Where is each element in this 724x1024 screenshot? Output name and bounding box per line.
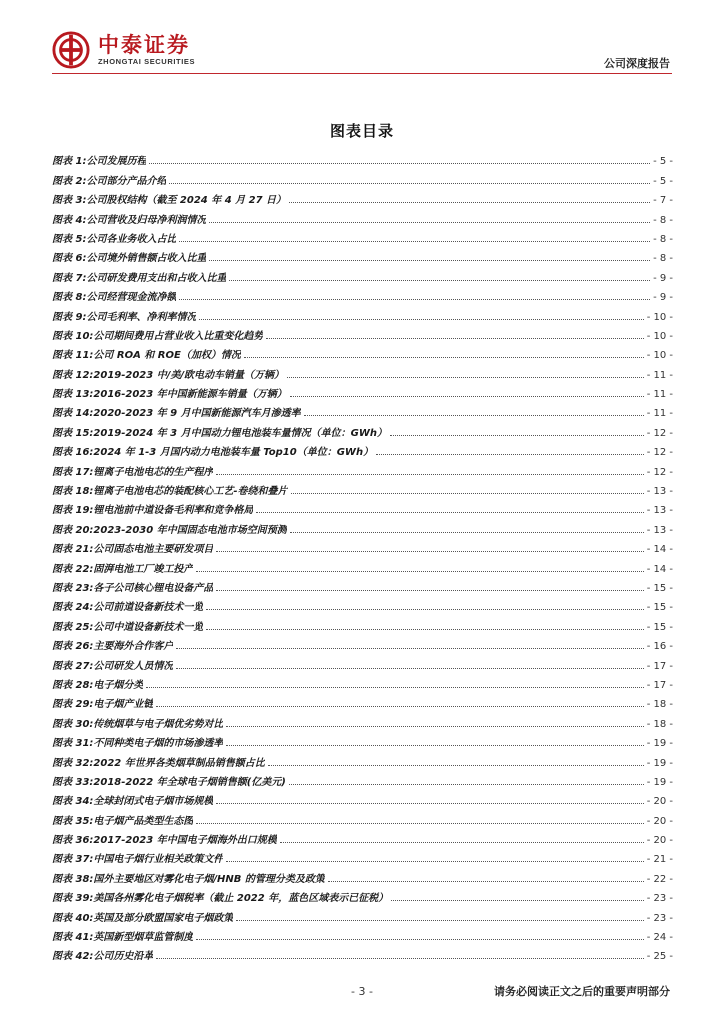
toc-entry-page: - 9 - bbox=[653, 272, 673, 284]
toc-entry-label: 图表 38: bbox=[52, 873, 94, 885]
toc-entry-text: 公司发展历程 bbox=[86, 156, 147, 168]
toc-entry-label: 图表 3: bbox=[52, 195, 87, 207]
toc-entry-text: 2017-2023 年中国电子烟海外出口规模 bbox=[93, 835, 277, 847]
toc-leader-dots bbox=[390, 435, 644, 436]
toc-leader-dots bbox=[179, 241, 650, 242]
toc-entry-label: 图表 41: bbox=[52, 932, 94, 944]
toc-leader-dots bbox=[244, 357, 644, 358]
toc-entry-page: - 23 - bbox=[646, 893, 673, 905]
toc-entry-text: 电子烟分类 bbox=[93, 679, 144, 691]
toc-entry-text: 英国新型烟草监管制度 bbox=[93, 932, 194, 944]
toc-entry-label: 图表 42: bbox=[52, 951, 94, 963]
toc-entry-text: 2019-2023 中/美/欧电动车销量（万辆） bbox=[93, 369, 285, 381]
toc-leader-dots bbox=[199, 319, 643, 320]
toc-entry-page: - 15 - bbox=[646, 602, 673, 614]
toc-entry-page: - 10 - bbox=[646, 330, 673, 342]
toc-entry[interactable] bbox=[52, 730, 673, 749]
toc-entry-label: 图表 15: bbox=[52, 427, 94, 439]
toc-entry[interactable] bbox=[52, 613, 673, 632]
toc-entry-text: 英国及部分欧盟国家电子烟政策 bbox=[93, 912, 234, 924]
toc-entry-page: - 8 - bbox=[653, 253, 673, 265]
toc-entry-text: 公司境外销售额占收入比重 bbox=[86, 253, 207, 265]
brand-name-en: ZHONGTAI SECURITIES bbox=[98, 57, 196, 66]
toc-entry-page: - 10 - bbox=[646, 311, 673, 323]
toc-entry-label: 图表 22: bbox=[52, 563, 94, 575]
toc-leader-dots bbox=[176, 648, 643, 649]
toc-entry[interactable] bbox=[52, 342, 673, 361]
toc-title: 图表目录 bbox=[329, 122, 394, 140]
toc-entry-page: - 13 - bbox=[646, 486, 673, 498]
toc-entry-text: 2018-2022 年全球电子烟销售额(亿美元) bbox=[93, 776, 286, 788]
page-number: - 3 - bbox=[351, 985, 373, 998]
toc-entry-text: 固湃电池工厂竣工投产 bbox=[93, 563, 194, 575]
toc-entry-text: 锂电池前中道设备毛利率和竞争格局 bbox=[93, 505, 254, 517]
toc-entry[interactable] bbox=[52, 226, 673, 245]
zhongtai-logo-icon bbox=[52, 31, 90, 69]
toc-entry[interactable] bbox=[52, 497, 673, 516]
toc-leader-dots bbox=[216, 590, 643, 591]
toc-entry-page: - 23 - bbox=[646, 912, 673, 924]
toc-entry-label: 图表 6: bbox=[52, 253, 87, 265]
toc-entry-page: - 14 - bbox=[646, 544, 673, 556]
toc-leader-dots bbox=[287, 377, 644, 378]
toc-leader-dots bbox=[176, 668, 643, 669]
toc-entry-page: - 13 - bbox=[646, 505, 673, 517]
brand-name-cn: 中泰证券 bbox=[98, 33, 190, 57]
toc-entry-label: 图表 13: bbox=[52, 389, 94, 401]
toc-leader-dots bbox=[196, 939, 643, 940]
toc-entry-label: 图表 7: bbox=[52, 272, 87, 284]
toc-leader-dots bbox=[289, 784, 644, 785]
toc-entry-label: 图表 28: bbox=[52, 679, 94, 691]
toc-leader-dots bbox=[216, 551, 643, 552]
toc-entry-text: 2020-2023 年 9 月中国新能源汽车月渗透率 bbox=[93, 408, 301, 420]
toc-entry[interactable] bbox=[52, 691, 673, 710]
toc-entry[interactable] bbox=[52, 633, 673, 652]
toc-entry-text: 电子烟产品类型生态图 bbox=[93, 815, 194, 827]
toc-entry[interactable] bbox=[52, 885, 673, 904]
toc-entry-text: 2024 年 1-3 月国内动力电池装车量 Top10（单位：GWh） bbox=[93, 447, 374, 459]
toc-leader-dots bbox=[391, 900, 643, 901]
toc-entry-text: 公司研发人员情况 bbox=[93, 660, 174, 672]
toc-entry[interactable] bbox=[52, 943, 673, 962]
toc-entry[interactable] bbox=[52, 769, 673, 788]
toc-entry-page: - 8 - bbox=[653, 214, 673, 226]
toc-entry-text: 公司各业务收入占比 bbox=[86, 233, 177, 245]
toc-entry[interactable] bbox=[52, 516, 673, 535]
toc-entry-label: 图表 9: bbox=[52, 311, 87, 323]
toc-leader-dots bbox=[169, 183, 650, 184]
toc-entry-text: 2019-2024 年 3 月中国动力锂电池装车量情况（单位：GWh） bbox=[93, 427, 387, 439]
toc-entry-label: 图表 34: bbox=[52, 796, 94, 808]
toc-entry-label: 图表 21: bbox=[52, 544, 94, 556]
toc-entry-text: 不同种类电子烟的市场渗透率 bbox=[93, 738, 224, 750]
toc-leader-dots bbox=[376, 454, 644, 455]
toc-entry[interactable] bbox=[52, 594, 673, 613]
toc-entry-label: 图表 30: bbox=[52, 718, 94, 730]
toc-entry-label: 图表 29: bbox=[52, 699, 94, 711]
toc-entry[interactable] bbox=[52, 672, 673, 691]
toc-entry[interactable] bbox=[52, 148, 673, 167]
toc-entry[interactable] bbox=[52, 400, 673, 419]
toc-leader-dots bbox=[209, 260, 650, 261]
toc-entry-text: 公司经营现金流净额 bbox=[86, 292, 177, 304]
toc-entry-text: 公司中道设备新技术一览 bbox=[93, 621, 204, 633]
toc-entry-text: 锂离子电池电芯的装配核心工艺-卷绕和叠片 bbox=[93, 486, 288, 498]
toc-entry-page: - 19 - bbox=[646, 776, 673, 788]
toc-entry[interactable] bbox=[52, 458, 673, 477]
toc-entry[interactable] bbox=[52, 846, 673, 865]
toc-leader-dots bbox=[226, 726, 643, 727]
toc-entry[interactable] bbox=[52, 536, 673, 555]
toc-entry-page: - 24 - bbox=[646, 932, 673, 944]
toc-leader-dots bbox=[196, 571, 643, 572]
toc-entry[interactable] bbox=[52, 167, 673, 186]
toc-entry[interactable] bbox=[52, 419, 673, 438]
toc-entry-text: 全球封闭式电子烟市场规模 bbox=[93, 796, 214, 808]
toc-leader-dots bbox=[149, 163, 650, 164]
toc-leader-dots bbox=[206, 609, 643, 610]
toc-leader-dots bbox=[289, 202, 650, 203]
toc-entry-label: 图表 37: bbox=[52, 854, 94, 866]
toc-entry-label: 图表 17: bbox=[52, 466, 94, 478]
toc-entry-label: 图表 40: bbox=[52, 912, 94, 924]
toc-entry-page: - 7 - bbox=[653, 195, 673, 207]
toc-entry-page: - 10 - bbox=[646, 350, 673, 362]
toc-entry-page: - 15 - bbox=[646, 621, 673, 633]
toc-entry-label: 图表 31: bbox=[52, 738, 94, 750]
toc-entry-text: 2022 年世界各类烟草制品销售额占比 bbox=[93, 757, 265, 769]
toc-entry-text: 公司 ROA 和 ROE（加权）情况 bbox=[93, 350, 241, 362]
toc-leader-dots bbox=[236, 920, 643, 921]
toc-entry-text: 公司期间费用占营业收入比重变化趋势 bbox=[93, 330, 264, 342]
toc-entry[interactable] bbox=[52, 361, 673, 380]
toc-entry-text: 公司历史沿革 bbox=[93, 951, 154, 963]
toc-entry-page: - 22 - bbox=[646, 873, 673, 885]
toc-leader-dots bbox=[266, 338, 643, 339]
toc-entry-page: - 11 - bbox=[646, 369, 673, 381]
toc-entry[interactable] bbox=[52, 478, 673, 497]
toc-leader-dots bbox=[156, 958, 643, 959]
document-type: 公司深度报告 bbox=[604, 57, 670, 70]
toc-leader-dots bbox=[256, 512, 643, 513]
toc-entry-label: 图表 12: bbox=[52, 369, 94, 381]
toc-leader-dots bbox=[268, 765, 644, 766]
toc-entry-text: 2016-2023 年中国新能源车销量（万辆） bbox=[93, 389, 287, 401]
toc-leader-dots bbox=[156, 706, 643, 707]
toc-entry-text: 锂离子电池电芯的生产程序 bbox=[93, 466, 214, 478]
toc-entry-label: 图表 1: bbox=[52, 156, 87, 168]
toc-leader-dots bbox=[226, 861, 643, 862]
toc-entry-page: - 19 - bbox=[646, 757, 673, 769]
toc-entry-label: 图表 32: bbox=[52, 757, 94, 769]
toc-entry-page: - 16 - bbox=[646, 641, 673, 653]
toc-leader-dots bbox=[291, 493, 644, 494]
toc-list bbox=[52, 148, 673, 962]
toc-leader-dots bbox=[209, 222, 650, 223]
toc-entry-label: 图表 14: bbox=[52, 408, 94, 420]
toc-entry[interactable] bbox=[52, 284, 673, 303]
toc-entry[interactable] bbox=[52, 206, 673, 225]
toc-entry-page: - 12 - bbox=[646, 466, 673, 478]
toc-entry-text: 公司前道设备新技术一览 bbox=[93, 602, 204, 614]
toc-entry-page: - 17 - bbox=[646, 679, 673, 691]
toc-entry-label: 图表 39: bbox=[52, 893, 94, 905]
toc-entry-page: - 18 - bbox=[646, 699, 673, 711]
toc-entry-label: 图表 33: bbox=[52, 776, 94, 788]
toc-leader-dots bbox=[196, 823, 643, 824]
toc-entry-text: 公司毛利率、净利率情况 bbox=[86, 311, 197, 323]
toc-leader-dots bbox=[146, 687, 643, 688]
toc-entry-page: - 9 - bbox=[653, 292, 673, 304]
toc-entry-text: 传统烟草与电子烟优劣势对比 bbox=[93, 718, 224, 730]
toc-entry[interactable] bbox=[52, 788, 673, 807]
toc-entry-page: - 15 - bbox=[646, 582, 673, 594]
toc-leader-dots bbox=[226, 745, 643, 746]
toc-entry-page: - 18 - bbox=[646, 718, 673, 730]
toc-entry[interactable] bbox=[52, 749, 673, 768]
toc-entry-label: 图表 35: bbox=[52, 815, 94, 827]
toc-entry-label: 图表 23: bbox=[52, 582, 94, 594]
toc-entry-text: 公司固态电池主要研发项目 bbox=[93, 544, 214, 556]
toc-entry[interactable] bbox=[52, 187, 673, 206]
toc-entry-page: - 25 - bbox=[646, 951, 673, 963]
toc-entry-page: - 12 - bbox=[646, 427, 673, 439]
toc-entry-label: 图表 2: bbox=[52, 175, 87, 187]
toc-leader-dots bbox=[216, 474, 643, 475]
toc-entry-text: 公司营收及归母净利润情况 bbox=[86, 214, 207, 226]
toc-entry-page: - 12 - bbox=[646, 447, 673, 459]
toc-entry-label: 图表 18: bbox=[52, 486, 94, 498]
toc-entry-text: 主要海外合作客户 bbox=[93, 641, 174, 653]
toc-entry[interactable] bbox=[52, 652, 673, 671]
toc-entry-label: 图表 11: bbox=[52, 350, 94, 362]
toc-entry-page: - 11 - bbox=[646, 408, 673, 420]
toc-entry[interactable] bbox=[52, 264, 673, 283]
toc-entry[interactable] bbox=[52, 807, 673, 826]
disclaimer-note: 请务必阅读正文之后的重要声明部分 bbox=[494, 985, 670, 998]
toc-entry-label: 图表 24: bbox=[52, 602, 94, 614]
toc-entry-page: - 8 - bbox=[653, 233, 673, 245]
toc-entry-page: - 13 - bbox=[646, 524, 673, 536]
header-divider bbox=[52, 73, 672, 74]
toc-entry-label: 图表 26: bbox=[52, 641, 94, 653]
toc-entry-text: 电子烟产业链 bbox=[93, 699, 154, 711]
toc-entry-label: 图表 19: bbox=[52, 505, 94, 517]
toc-leader-dots bbox=[280, 842, 644, 843]
toc-entry[interactable] bbox=[52, 303, 673, 322]
toc-entry-page: - 20 - bbox=[646, 835, 673, 847]
toc-entry-label: 图表 20: bbox=[52, 524, 94, 536]
toc-entry-page: - 5 - bbox=[653, 175, 673, 187]
toc-entry-page: - 14 - bbox=[646, 563, 673, 575]
toc-leader-dots bbox=[290, 396, 644, 397]
toc-leader-dots bbox=[304, 415, 644, 416]
toc-entry-text: 国外主要地区对雾化电子烟/HNB 的管理分类及政策 bbox=[93, 873, 325, 885]
toc-entry[interactable] bbox=[52, 924, 673, 943]
toc-entry-label: 图表 27: bbox=[52, 660, 94, 672]
toc-entry-text: 公司研发费用支出和占收入比重 bbox=[86, 272, 227, 284]
toc-leader-dots bbox=[290, 532, 644, 533]
toc-entry-page: - 5 - bbox=[653, 156, 673, 168]
toc-entry[interactable] bbox=[52, 439, 673, 458]
toc-entry-text: 公司股权结构（截至 2024 年 4 月 27 日） bbox=[86, 195, 287, 207]
toc-entry-page: - 17 - bbox=[646, 660, 673, 672]
brand-logo bbox=[52, 30, 195, 70]
toc-entry[interactable] bbox=[52, 323, 673, 342]
toc-entry-page: - 11 - bbox=[646, 389, 673, 401]
toc-entry-label: 图表 4: bbox=[52, 214, 87, 226]
toc-entry-page: - 20 - bbox=[646, 815, 673, 827]
toc-entry[interactable] bbox=[52, 555, 673, 574]
toc-leader-dots bbox=[216, 803, 643, 804]
toc-entry-label: 图表 25: bbox=[52, 621, 94, 633]
toc-entry-label: 图表 5: bbox=[52, 233, 87, 245]
toc-entry-label: 图表 16: bbox=[52, 447, 94, 459]
toc-entry[interactable] bbox=[52, 381, 673, 400]
toc-entry-text: 美国各州雾化电子烟税率（截止 2022 年，蓝色区域表示已征税） bbox=[93, 893, 389, 905]
toc-entry-label: 图表 36: bbox=[52, 835, 94, 847]
toc-leader-dots bbox=[206, 629, 643, 630]
toc-entry-text: 2023-2030 年中国固态电池市场空间预测 bbox=[93, 524, 287, 536]
toc-entry-page: - 20 - bbox=[646, 796, 673, 808]
toc-entry-text: 公司部分产品介绍 bbox=[86, 175, 167, 187]
toc-entry[interactable] bbox=[52, 865, 673, 884]
toc-entry[interactable] bbox=[52, 904, 673, 923]
toc-entry[interactable] bbox=[52, 245, 673, 264]
toc-entry-text: 各子公司核心锂电设备产品 bbox=[93, 582, 214, 594]
toc-entry-label: 图表 8: bbox=[52, 292, 87, 304]
toc-entry-text: 中国电子烟行业相关政策文件 bbox=[93, 854, 224, 866]
toc-leader-dots bbox=[328, 881, 644, 882]
toc-entry-page: - 21 - bbox=[646, 854, 673, 866]
toc-entry-page: - 19 - bbox=[646, 738, 673, 750]
toc-leader-dots bbox=[229, 280, 650, 281]
toc-entry[interactable] bbox=[52, 710, 673, 729]
toc-leader-dots bbox=[179, 299, 650, 300]
toc-entry[interactable] bbox=[52, 575, 673, 594]
toc-entry[interactable] bbox=[52, 827, 673, 846]
toc-entry-label: 图表 10: bbox=[52, 330, 94, 342]
